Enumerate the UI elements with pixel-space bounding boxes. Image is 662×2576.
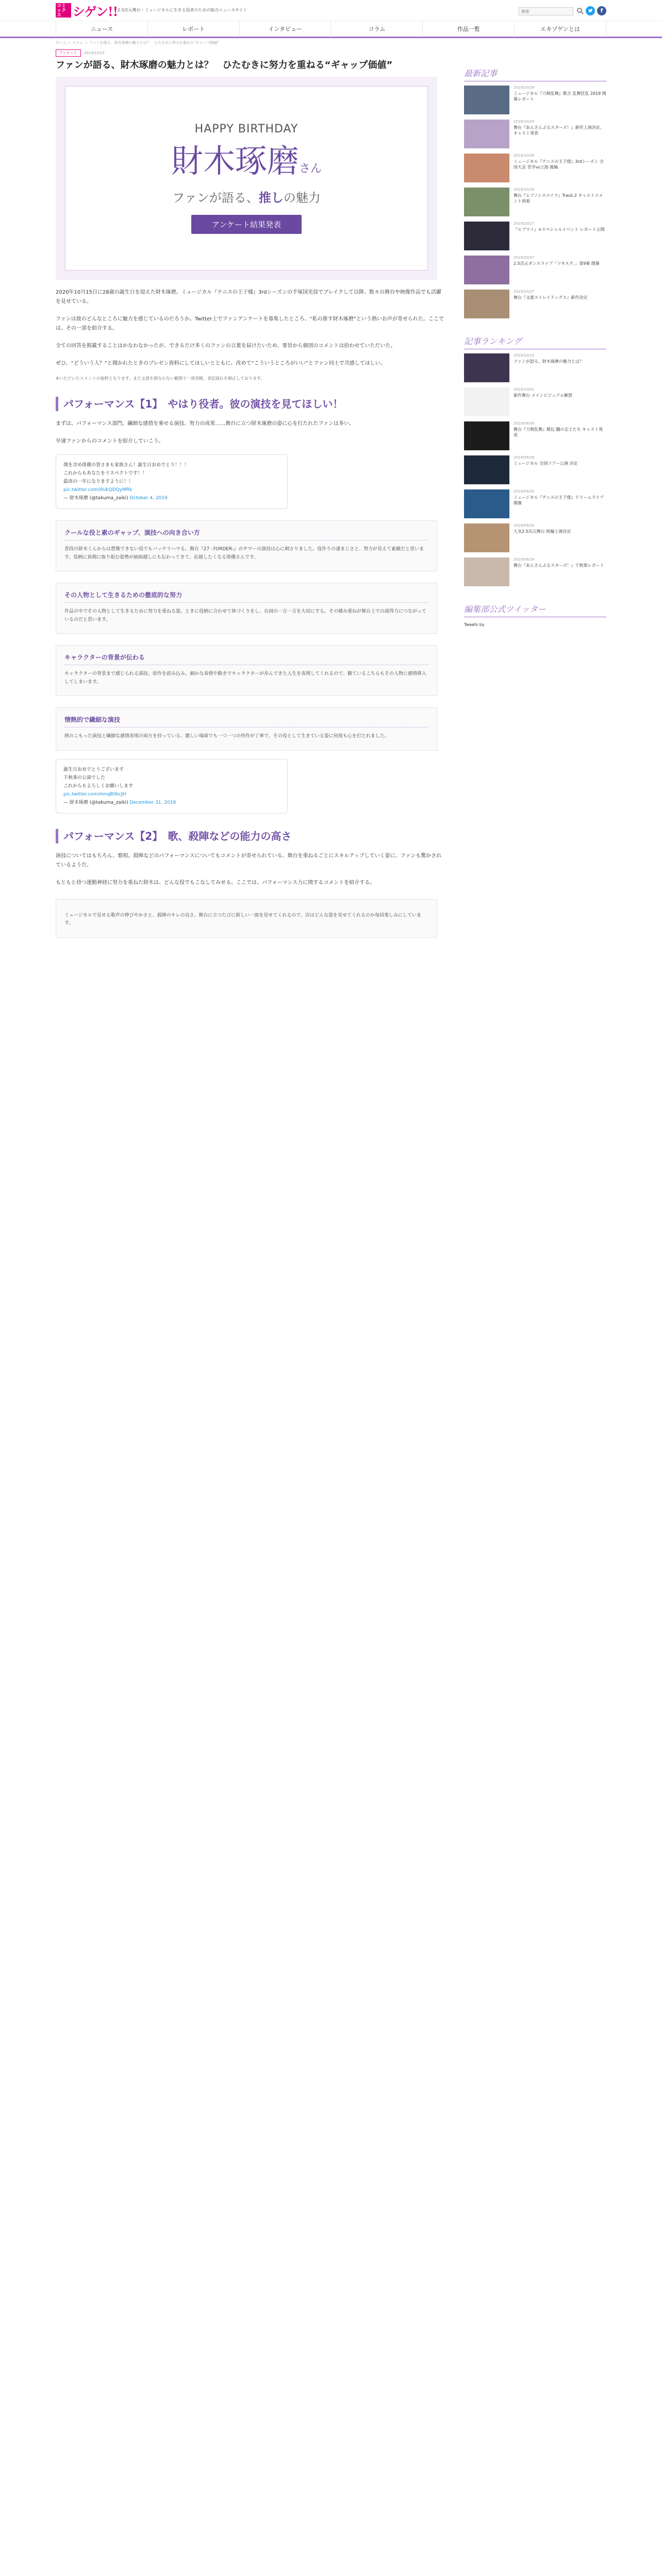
section-heading: パフォーマンス【2】 歌、殺陣などの能力の高さ [56, 829, 445, 843]
comment-box-heading: その人物として生きるための徹底的な努力 [64, 590, 428, 603]
article-thumbnail[interactable] [464, 353, 509, 382]
sidebar-item-date: 2019/10/27 [514, 222, 535, 226]
intro-paragraph: 全ての回答を掲載することはかなわなかったが、できるだけ多くのファンの言葉を届けたいため、要旨から個別のコメントは拾わせていただいた。 [56, 343, 396, 349]
hero-banner [56, 77, 437, 280]
comment-box [56, 645, 437, 696]
sidebar-item-date: 2019/09/30 [514, 421, 535, 426]
comment-text: キャラクターの背景まで感じられる演技。原作を読み込み、細かな表情や動きでキャラクターが歩んできた人生を表現してくれるので、観ているこちらもその人物に感情移入してしまいます。 [64, 671, 427, 685]
sidebar-item-title[interactable]: 舞台『文豪ストレイドッグス』新作決定 [514, 295, 588, 300]
nav-item[interactable]: インタビュー [239, 21, 331, 37]
comment-box [56, 520, 437, 571]
comment-box-heading: キャラクターの背景が伝わる [64, 653, 428, 665]
article-thumbnail[interactable] [464, 387, 509, 416]
sidebar-article-item[interactable] [464, 353, 606, 383]
sidebar-item-title[interactable]: ミュージカル『テニスの王子様』ドリームライブ 開催 [514, 495, 604, 505]
sidebar-item-date: 2019/10/01 [514, 387, 535, 392]
sidebar-item-title[interactable]: ミュージカル『テニスの王子様』3rdシーズン 全国大会 青学vs立海 後編 [514, 159, 604, 170]
logo-mark: コミ ックス [56, 3, 71, 18]
site-logo[interactable] [56, 3, 118, 18]
tweet-link[interactable]: pic.twitter.com/0UkQDQyMRk [63, 487, 133, 493]
nav-item[interactable]: 作品一覧 [422, 21, 514, 37]
article-thumbnail[interactable] [464, 557, 509, 586]
sidebar-heading-twitter: 編集部公式ツイッター [464, 603, 606, 617]
sidebar-item-date: 2019/09/18 [514, 557, 535, 562]
twitter-timeline-label[interactable]: Tweets by [464, 622, 485, 627]
sidebar-item-date: 2019/10/27 [514, 290, 535, 294]
sidebar-article-item[interactable] [464, 222, 606, 251]
sidebar-article-item[interactable] [464, 523, 606, 553]
nav-item[interactable]: ニュース [56, 21, 147, 37]
sidebar-item-date: 2019/10/28 [514, 154, 535, 158]
article [56, 46, 445, 2576]
article-title: ファンが語る、財木琢磨の魅力とは？ ひたむきに努力を重ねる“ギャップ価値” [56, 60, 393, 71]
sidebar-item-title[interactable]: ミュージカル 全国ツアー公演 決定 [514, 461, 578, 466]
sidebar-item-title[interactable]: 人気2.5次元舞台 続編上演決定 [514, 529, 571, 534]
intro-paragraph: 2020年10月15日に28歳の誕生日を迎えた財木琢磨。ミュージカル『テニスの王子様』3rdシーズンの手塚国光役でブレイクして以降、数々の舞台や映像作品でも活躍を見せている。 [56, 290, 441, 304]
intro-paragraph: ぜひ、“どういう人？”と聞かれたときのプレゼン資料にしてほしいとともに、改めて“こういうところがいい”とファン同士で共感してほしい。 [56, 361, 386, 366]
nav-item[interactable]: コラム [330, 21, 422, 37]
article-thumbnail[interactable] [464, 421, 509, 450]
twitter-icon[interactable] [586, 6, 595, 15]
article-thumbnail[interactable] [464, 523, 509, 552]
hero-subtitle: ファンが語る、推しの魅力 [172, 191, 321, 205]
sidebar-item-date: 2019/09/20 [514, 523, 535, 528]
sidebar-item-date: 2019/10/29 [514, 120, 535, 124]
article-thumbnail[interactable] [464, 489, 509, 518]
article-thumbnail[interactable] [464, 188, 509, 216]
article-thumbnail[interactable] [464, 290, 509, 318]
facebook-icon[interactable]: f [597, 6, 606, 15]
comment-text: 熱のこもった演技と繊細な感情表現の両方を持っている。激しい場面でも一つ一つの所作が丁寧で、その役として生きている姿に何度も心を打たれました。 [64, 734, 389, 739]
comment-box [56, 899, 437, 938]
sidebar-item-date: 2019/10/27 [514, 256, 535, 260]
comment-text: 普段の財木くんからは想像できない役でもバッチリハマる。舞台『27 -7ORDER-』のサマーの演技は心に刺さりました。役作りの凄まじさと、努力が見えて素敵だと思います。役柄に真剣に取り組む姿勢が画面越しにも伝わってきて、応援したくなる俳優さんです。 [64, 547, 424, 560]
editor-note: ※いただいたコメントの抜粋となります。また文意を損なわない範囲で一部省略、表記揺れを修正しております。 [56, 376, 265, 381]
article-thumbnail[interactable] [464, 86, 509, 114]
sidebar [464, 46, 606, 627]
sidebar-article-item[interactable] [464, 387, 606, 417]
section-heading: パフォーマンス【1】 やはり役者。彼の演技を見てほしい！ [56, 397, 445, 411]
sidebar-heading-ranking: 記事ランキング [464, 335, 606, 349]
sidebar-article-item[interactable] [464, 557, 606, 587]
hero-happy-birthday: HAPPY BIRTHDAY [194, 123, 299, 135]
comment-text: ミュージカルで見せる歌声の伸びやかさと、殺陣のキレの良さ。舞台に立つたびに新しい一面を見せてくれるので、次はどんな姿を見せてくれるのか毎回楽しみにしています。 [64, 912, 422, 926]
article-thumbnail[interactable] [464, 154, 509, 182]
hero-name: 財木琢磨 [171, 142, 299, 180]
hero-survey-button: アンケート結果発表 [191, 215, 302, 234]
hero-san: さん [299, 162, 322, 175]
sidebar-item-date: 2019/09/28 [514, 455, 535, 460]
tweet-date-link[interactable]: October 4, 2019 [129, 496, 168, 501]
comment-box [56, 583, 437, 634]
sidebar-article-item[interactable] [464, 455, 606, 485]
sidebar-item-date: 2019/09/25 [514, 489, 535, 494]
section-paragraph: もともと持つ運動神経に努力を重ねた財木は、どんな役でもこなしてみせる。ここでは、パフォーマンス力に関するコメントを紹介する。 [56, 879, 375, 886]
article-thumbnail[interactable] [464, 222, 509, 250]
tweet-date-link[interactable]: December 31, 2019 [129, 800, 176, 805]
search-input[interactable] [519, 7, 573, 15]
section-paragraph: まずは、パフォーマンス部門。繊細な感情を乗せる演技、努力の成果……舞台に立つ財木琢磨の姿に心を打たれたファンは多い。 [56, 421, 354, 427]
nav-item[interactable]: エキゾゲンとは [514, 21, 606, 37]
comment-box-heading: クールな役と素のギャップ、演技への向き合い方 [64, 528, 428, 540]
sidebar-article-item[interactable] [464, 421, 606, 451]
search-icon[interactable] [576, 7, 584, 14]
sidebar-heading-new: 最新記事 [464, 67, 606, 81]
sidebar-item-date: 2019/10/29 [514, 86, 535, 90]
sidebar-item-date: 2019/10/15 [514, 353, 535, 358]
main-nav [0, 21, 662, 38]
sidebar-article-item[interactable] [464, 154, 606, 183]
article-tag[interactable]: アンケート [56, 49, 81, 57]
site-tagline: 2.5次元舞台・ミュージカルに生きる役者のための総合ニュースサイト [118, 8, 247, 12]
sidebar-item-title[interactable]: 舞台『あんさんぶるスターズ！』新作上演決定、キャスト発表 [514, 125, 604, 135]
sidebar-article-item[interactable] [464, 120, 606, 149]
logo-text: シゲン!! [73, 4, 118, 19]
article-date: 2019/10/15 [84, 51, 105, 55]
breadcrumb: ホーム ＞ コラム ＞ ファンが語る、財木琢磨の魅力とは？ ひたむきに努力を重ねる“ギャップ価値” [56, 41, 219, 45]
article-thumbnail[interactable] [464, 455, 509, 484]
sidebar-item-title[interactable]: 新作舞台 メインビジュアル解禁 [514, 393, 572, 398]
sidebar-item-title[interactable]: 舞台『刀剣乱舞』維伝 朧の志士たち キャスト発表 [514, 427, 603, 437]
sidebar-item-title[interactable]: ファンが語る、財木琢磨の魅力とは？ [514, 359, 584, 364]
embedded-tweet[interactable]: 僕を含め俳優の皆さまも家族さん！誕生日おめでとう！！！ これからもあなたをリスペクトです！！ 最高の一年になりますように！！ pic.twitter.com/0UkQDQyMRk — 財木琢磨 (@takuma_zaiki) October 4, 2019 [56, 454, 288, 509]
sidebar-item-title[interactable]: 『ヒプマイ』×スペシャルイベント レポート公開 [514, 227, 605, 232]
section-paragraph: 演技についてはもちろん、歌唱、殺陣などのパフォーマンスについてもコメントが寄せられている。舞台を重ねるごとにスキルアップしていく姿に、ファンも驚かされているようだ。 [56, 853, 442, 868]
sidebar-article-item[interactable] [464, 188, 606, 217]
article-thumbnail[interactable] [464, 120, 509, 148]
sidebar-item-title[interactable]: 舞台『あんさんぶるスターズ！』千秋楽レポート [514, 563, 604, 568]
embedded-tweet[interactable]: 誕生日おめでとうございます 千秋楽の公演でした これからもよろしくお願いします pic.twitter.com/mnqB0kcJH — 財木琢磨 (@takuma_zaiki) December 31, 2019 [56, 759, 288, 814]
sidebar-item-title[interactable]: 舞台『ヒプノシスマイク』Track.2 キャストコメント到着 [514, 193, 603, 204]
comment-box-heading: 情熱的で繊細な演技 [64, 715, 428, 727]
intro-paragraph: ファンは彼のどんなところに魅力を感じているのだろうか。Twitter上でファンアンケートを募集したところ、“私の推す財木琢磨”という熱いお声が寄せられた。ここでは、その一部を紹介する。 [56, 316, 444, 331]
sidebar-article-item[interactable] [464, 256, 606, 285]
sidebar-item-title[interactable]: 2.5次元ダンスライブ「ツキステ。」第9幕 開幕 [514, 261, 600, 266]
tweet-link[interactable]: pic.twitter.com/mnqB0kcJH [63, 791, 126, 797]
sidebar-item-date: 2019/10/28 [514, 188, 535, 192]
nav-item[interactable]: レポート [147, 21, 239, 37]
site-header [0, 0, 662, 21]
article-thumbnail[interactable] [464, 256, 509, 284]
sidebar-item-title[interactable]: ミュージカル『刀剣乱舞』歌合 乱舞狂乱 2019 開幕レポート [514, 91, 606, 101]
comment-box [56, 707, 437, 751]
section-paragraph: 早速ファンからのコメントを紹介していこう。 [56, 438, 164, 444]
sidebar-article-item[interactable] [464, 86, 606, 115]
sidebar-article-item[interactable] [464, 489, 606, 519]
comment-text: 作品の中でその人物として生きるために努力を重ねる姿。ときに役柄に合わせて体づくりをし、台詞の一言一言を大切にする。その積み重ねが舞台上での説得力につながっているのだと思います。 [64, 609, 426, 622]
sidebar-article-item[interactable] [464, 290, 606, 319]
